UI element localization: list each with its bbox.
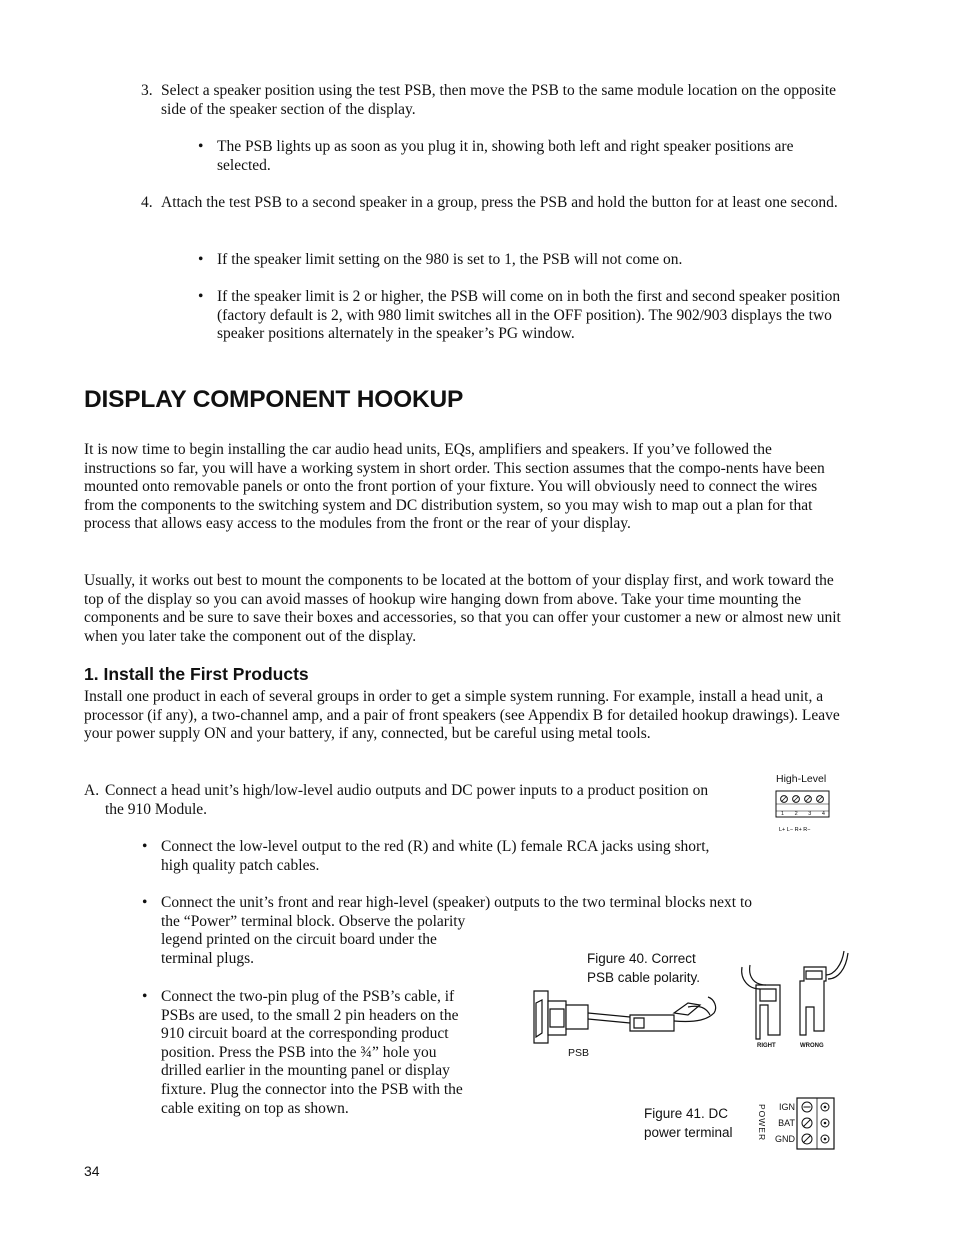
pin-4-label: 4	[821, 811, 825, 817]
step-4-number: 4.	[141, 194, 153, 211]
bullet-line: the “Power” terminal block. Observe the polarity	[161, 912, 466, 930]
power-vertical-label: POWER	[757, 1104, 767, 1142]
subsection-title: 1. Install the First Products	[84, 664, 309, 684]
bullet-line: cable exiting on top as shown.	[161, 1099, 349, 1117]
bullet-text: If the speaker limit setting on the 980 is set to 1, the PSB will not come on.	[217, 251, 683, 268]
right-label: RIGHT	[757, 1043, 776, 1049]
pin-1-label: 1	[781, 811, 785, 817]
bullet-text: If the speaker limit is 2 or higher, the PSB will come on in both the first and second speaker position (factory default is 2, with 980 limit switches all in the OFF position). The 902/903 displays the two speaker positions alternately in the speaker’s PG window.	[217, 288, 841, 343]
pin-3-label: 3	[808, 811, 812, 817]
bullet-text: Connect the low-level output to the red (R) and white (L) female RCA jacks using short, high quality patch cables.	[161, 838, 710, 874]
figure-40-caption-line-1: Figure 40. Correct	[587, 951, 696, 966]
bullet-line: fixture. Plug the connector into the PSB with the	[161, 1081, 463, 1098]
bullet-marker: •	[198, 288, 204, 305]
bullet-marker: •	[142, 988, 148, 1005]
high-level-label: High-Level	[776, 773, 827, 785]
terminal-label-gnd: GND	[775, 1134, 795, 1144]
step-a-text: Connect a head unit’s high/low-level audio outputs and DC power inputs to a product position on the 910 Module.	[105, 782, 709, 818]
section-title: DISPLAY COMPONENT HOOKUP	[84, 386, 464, 413]
bullet-marker: •	[142, 894, 148, 911]
bullet-line: Connect the two-pin plug of the PSB’s cable, if	[161, 988, 455, 1005]
intro-paragraph: It is now time to begin installing the car audio head units, EQs, amplifiers and speakers. If you’ve followed the instructions so far, you will have a working system in short order. This section assumes that the compo-nents have been mounted onto removable panels or onto the front portion of your fixture. You will obviously need to connect the wires from the components to the switching system and DC distribution system, so you may wish to map out a plan for that process that allows easy access to the modules from the front or the rear of your display.	[84, 441, 825, 533]
pin-2-label: 2	[794, 811, 798, 817]
bullet-line: Connect the unit’s front and rear high-level (speaker) outputs to the two terminal blocks next to	[161, 894, 752, 911]
step-4-text: Attach the test PSB to a second speaker in a group, press the PSB and hold the button for at least one second.	[161, 194, 838, 211]
high-level-numbers	[781, 811, 825, 817]
subsection-intro: Install one product in each of several groups in order to get a simple system running. For example, install a head unit, a processor (if any), a two-channel amp, and a pair of front speakers (see Appendix B for detailed hookup drawings). Leave your power supply ON and your battery, if any, connected, but be careful using metal tools.	[84, 688, 840, 743]
bullet-line: legend printed on the circuit board under the	[161, 931, 437, 949]
figure-41-caption-line-1: Figure 41. DC	[644, 1106, 729, 1121]
bullet-marker: •	[142, 838, 148, 855]
step-3-number: 3.	[141, 82, 153, 99]
bullet-line: drilled earlier in the mounting panel or display	[161, 1062, 450, 1080]
bullet-text: The PSB lights up as soon as you plug it in, showing both left and right speaker positions are selected.	[217, 138, 794, 174]
terminal-label-bat: BAT	[778, 1118, 795, 1128]
dc-power-terminal-block	[796, 1097, 836, 1151]
bullet-line: position. Press the PSB into the ¾” hole you	[161, 1043, 437, 1061]
psb-label: PSB	[568, 1047, 590, 1059]
bullet-line: terminal plugs.	[161, 949, 254, 967]
bullet-marker: •	[198, 251, 204, 268]
bullet-line: PSBs are used, to the small 2 pin headers on the	[161, 1006, 459, 1024]
page-number: 34	[84, 1163, 100, 1179]
step-3-text: Select a speaker position using the test PSB, then move the PSB to the same module location on the opposite side of the speaker section of the display.	[161, 82, 837, 118]
mounting-paragraph: Usually, it works out best to mount the components to be located at the bottom of your display first, and work toward the top of the display so you can avoid masses of hookup wire hanging down from above. Take your time mounting the components and be sure to save their boxes and accessories, so that you can offer your customer a new or almost new unit when you later take the component out of the display.	[84, 572, 841, 645]
figure-40-caption-line-2: PSB cable polarity.	[587, 970, 701, 985]
terminal-label-ign: IGN	[778, 1102, 795, 1112]
bullet-marker: •	[198, 138, 204, 155]
step-a-letter: A.	[84, 782, 100, 799]
bullet-line: 910 circuit board at the corresponding product	[161, 1025, 449, 1043]
figure-41-caption-line-2: power terminal	[644, 1125, 733, 1140]
high-level-legend: L+ L− R+ R−	[779, 827, 811, 833]
wrong-label: WRONG	[800, 1043, 824, 1049]
